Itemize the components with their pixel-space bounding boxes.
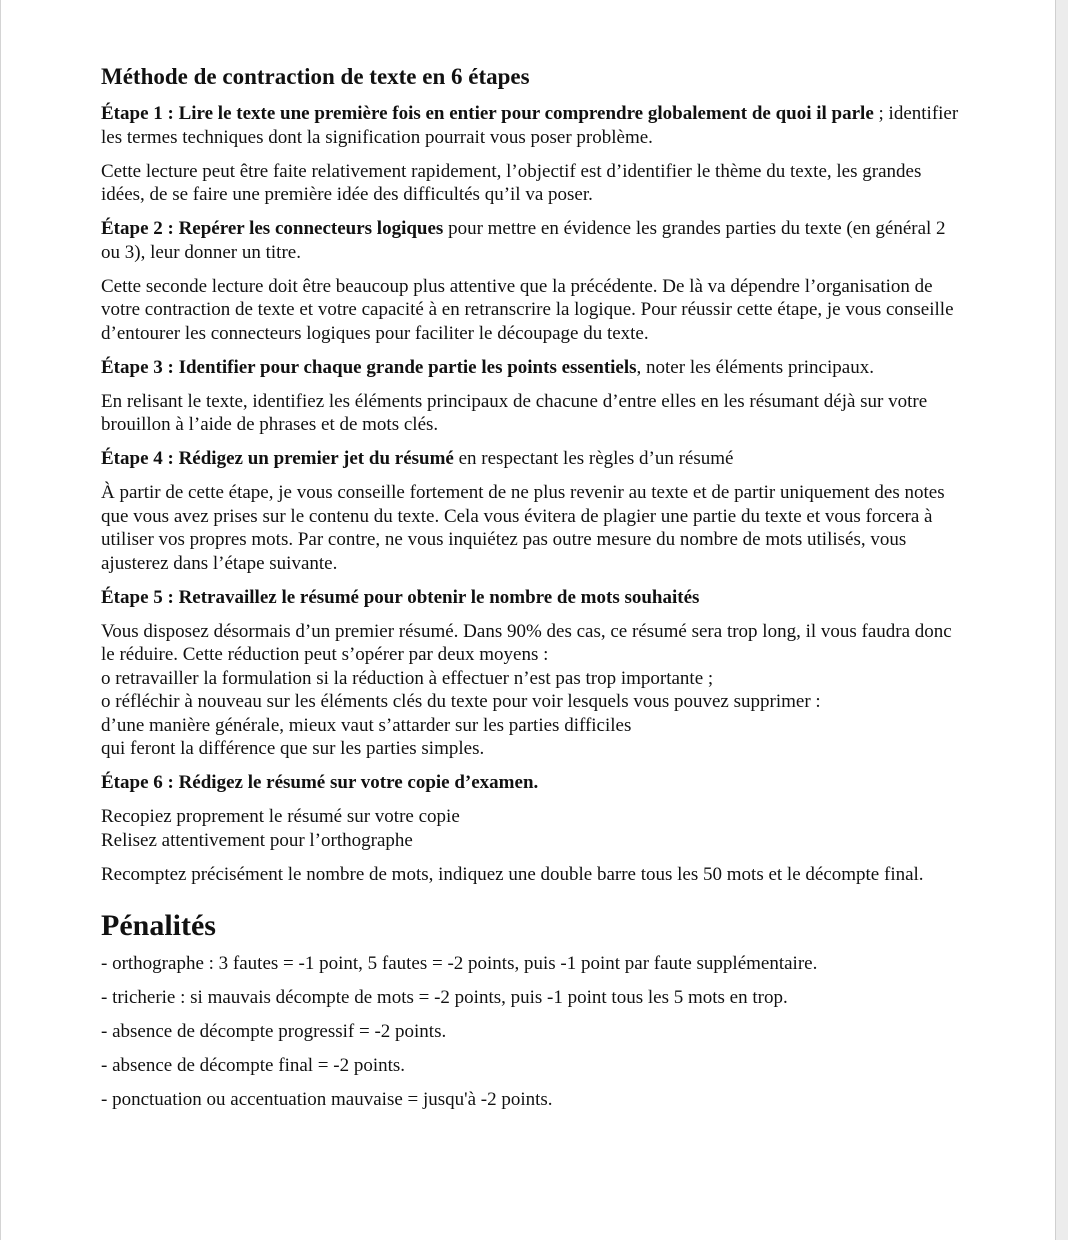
step-4-heading — [101, 447, 961, 471]
step-5-paragraph — [101, 620, 961, 761]
step-1-heading — [101, 102, 961, 149]
penalty-item: - absence de décompte final = -2 points. — [101, 1055, 406, 1076]
step-5-line: Vous disposez désormais d’un premier résumé. Dans 90% des cas, ce résumé sera trop long, il vous faudra donc le réduire. Cette réduction peut s’opérer par deux moyens : — [101, 620, 952, 665]
penalty-item: - tricherie : si mauvais décompte de mots = -2 points, puis -1 point tous les 5 mots en trop. — [101, 987, 788, 1008]
step-3-paragraph: En relisant le texte, identifiez les éléments principaux de chacune d’entre elles en les résumant déjà sur votre brouillon à l’aide de phrases et de mots clés. — [101, 390, 928, 435]
penalty-item: - absence de décompte progressif = -2 points. — [101, 1021, 447, 1042]
step-4-bold: Étape 4 : Rédigez un premier jet du résumé — [101, 448, 454, 469]
step-3-rest: , noter les éléments principaux. — [636, 356, 874, 378]
step-5-bold: Étape 5 : Retravaillez le résumé pour obtenir le nombre de mots souhaités — [101, 586, 700, 608]
step-4-rest: en respectant les règles d’un résumé — [453, 448, 734, 469]
penalty-item: - orthographe : 3 fautes = -1 point, 5 fautes = -2 points, puis -1 point par faute supplémentaire. — [101, 953, 818, 974]
step-1-bold: Étape 1 : Lire le texte une première fois en entier pour comprendre globalement de quoi il parle — [101, 103, 874, 124]
penalties-title: Pénalités — [101, 909, 216, 942]
document-body — [101, 62, 961, 1122]
step-4-paragraph: À partir de cette étape, je vous conseille fortement de ne plus revenir au texte et de partir uniquement des notes que vous avez prises sur le contenu du texte. Cela vous évitera de plagier une partie du texte et vous forcera à utiliser vos propres mots. Par contre, ne vous inquiétez pas outre mesure du nombre de mots utilisés, vous ajusterez dans l’étape suivante. — [101, 482, 945, 574]
step-3-bold: Étape 3 : Identifier pour chaque grande partie les points essentiels — [101, 356, 637, 378]
document-title: Méthode de contraction de texte en 6 étapes — [101, 64, 530, 89]
penalty-item: - ponctuation ou accentuation mauvaise = jusqu'à -2 points. — [101, 1089, 553, 1110]
step-6-bold: Étape 6 : Rédigez le résumé sur votre copie d’examen. — [101, 772, 539, 793]
step-6-paragraph: Recomptez précisément le nombre de mots, indiquez une double barre tous les 50 mots et le décompte final. — [101, 863, 924, 885]
step-2-bold: Étape 2 : Repérer les connecteurs logiques — [101, 218, 444, 239]
step-5-heading — [101, 586, 961, 610]
step-5-line: o retravailler la formulation si la réduction à effectuer n’est pas trop importante ; — [101, 667, 714, 689]
step-5-line: o réfléchir à nouveau sur les éléments clés du texte pour voir lesquels vous pouvez supprimer : — [101, 691, 821, 712]
step-2-heading — [101, 217, 961, 264]
step-6-line: Recopiez proprement le résumé sur votre copie — [101, 806, 460, 827]
step-2-rest: pour mettre en évidence les grandes parties du texte (en général 2 ou 3), leur donner un titre. — [101, 218, 946, 263]
step-1-paragraph: Cette lecture peut être faite relativement rapidement, l’objectif est d’identifier le thème du texte, les grandes idées, de se faire une première idée des difficultés qu’il va poser. — [101, 160, 922, 205]
step-5-line: qui feront la différence que sur les parties simples. — [101, 738, 485, 759]
step-6-heading — [101, 771, 961, 795]
step-1-rest: ; identifier les termes techniques dont la signification pourrait vous poser problème. — [101, 103, 959, 148]
step-6-lines — [101, 805, 961, 852]
step-2-paragraph: Cette seconde lecture doit être beaucoup plus attentive que la précédente. De là va dépendre l’organisation de votre contraction de texte et votre capacité à en retranscrire la logique. Pour réussir cette étape, je vous conseille d’entourer les connecteurs logiques pour faciliter le découpage du texte. — [101, 275, 954, 344]
step-3-heading — [101, 356, 961, 380]
step-5-line: d’une manière générale, mieux vaut s’attarder sur les parties difficiles — [101, 714, 632, 736]
step-6-line: Relisez attentivement pour l’orthographe — [101, 829, 413, 851]
